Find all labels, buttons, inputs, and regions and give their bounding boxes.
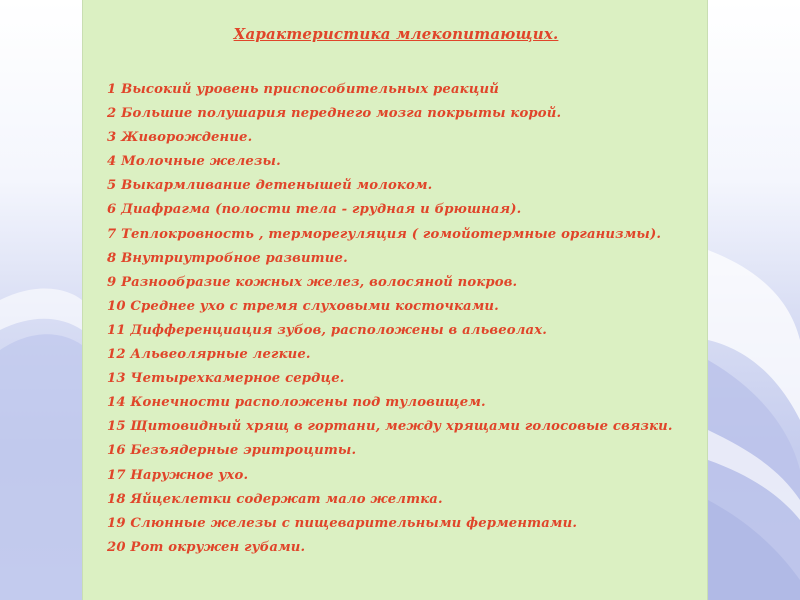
list-item: 5 Выкармливание детенышей молоком.: [107, 178, 433, 194]
list-item: 2 Большие полушария переднего мозга покрыты корой.: [107, 106, 562, 122]
list-item: 4 Молочные железы.: [107, 154, 281, 170]
list-item: 7 Теплокровность , терморегуляция ( гомойотермные организмы).: [107, 226, 662, 242]
characteristics-list: [107, 78, 673, 560]
list-item: 19 Слюнные железы с пищеварительными ферментами.: [107, 515, 578, 531]
list-item: 6 Диафрагма (полости тела - грудная и брюшная).: [107, 202, 522, 218]
list-item: 17 Наружное ухо.: [107, 467, 249, 483]
list-item: 20 Рот окружен губами.: [107, 539, 306, 555]
list-item: 12 Альвеолярные легкие.: [107, 347, 311, 363]
list-item: 11 Дифференциация зубов, расположены в альвеолах.: [107, 322, 547, 338]
list-item: 10 Среднее ухо с тремя слуховыми косточками.: [107, 298, 499, 314]
list-item: 9 Разнообразие кожных желез, волосяной покров.: [107, 274, 518, 290]
list-item: 8 Внутриутробное развитие.: [107, 250, 348, 266]
list-item: 13 Четырехкамерное сердце.: [107, 371, 345, 387]
list-item: 14 Конечности расположены под туловищем.: [107, 395, 486, 411]
slide-title: Характеристика млекопитающих.: [233, 25, 559, 43]
list-item: 3 Живорождение.: [107, 130, 253, 146]
list-item: 18 Яйцеклетки содержат мало желтка.: [107, 491, 443, 507]
list-item: 15 Щитовидный хрящ в гортани, между хрящами голосовые связки.: [107, 419, 673, 435]
content-panel: [82, 0, 708, 600]
list-item: 16 Безъядерные эритроциты.: [107, 443, 357, 459]
list-item: 1 Высокий уровень приспособительных реакций: [107, 82, 499, 97]
